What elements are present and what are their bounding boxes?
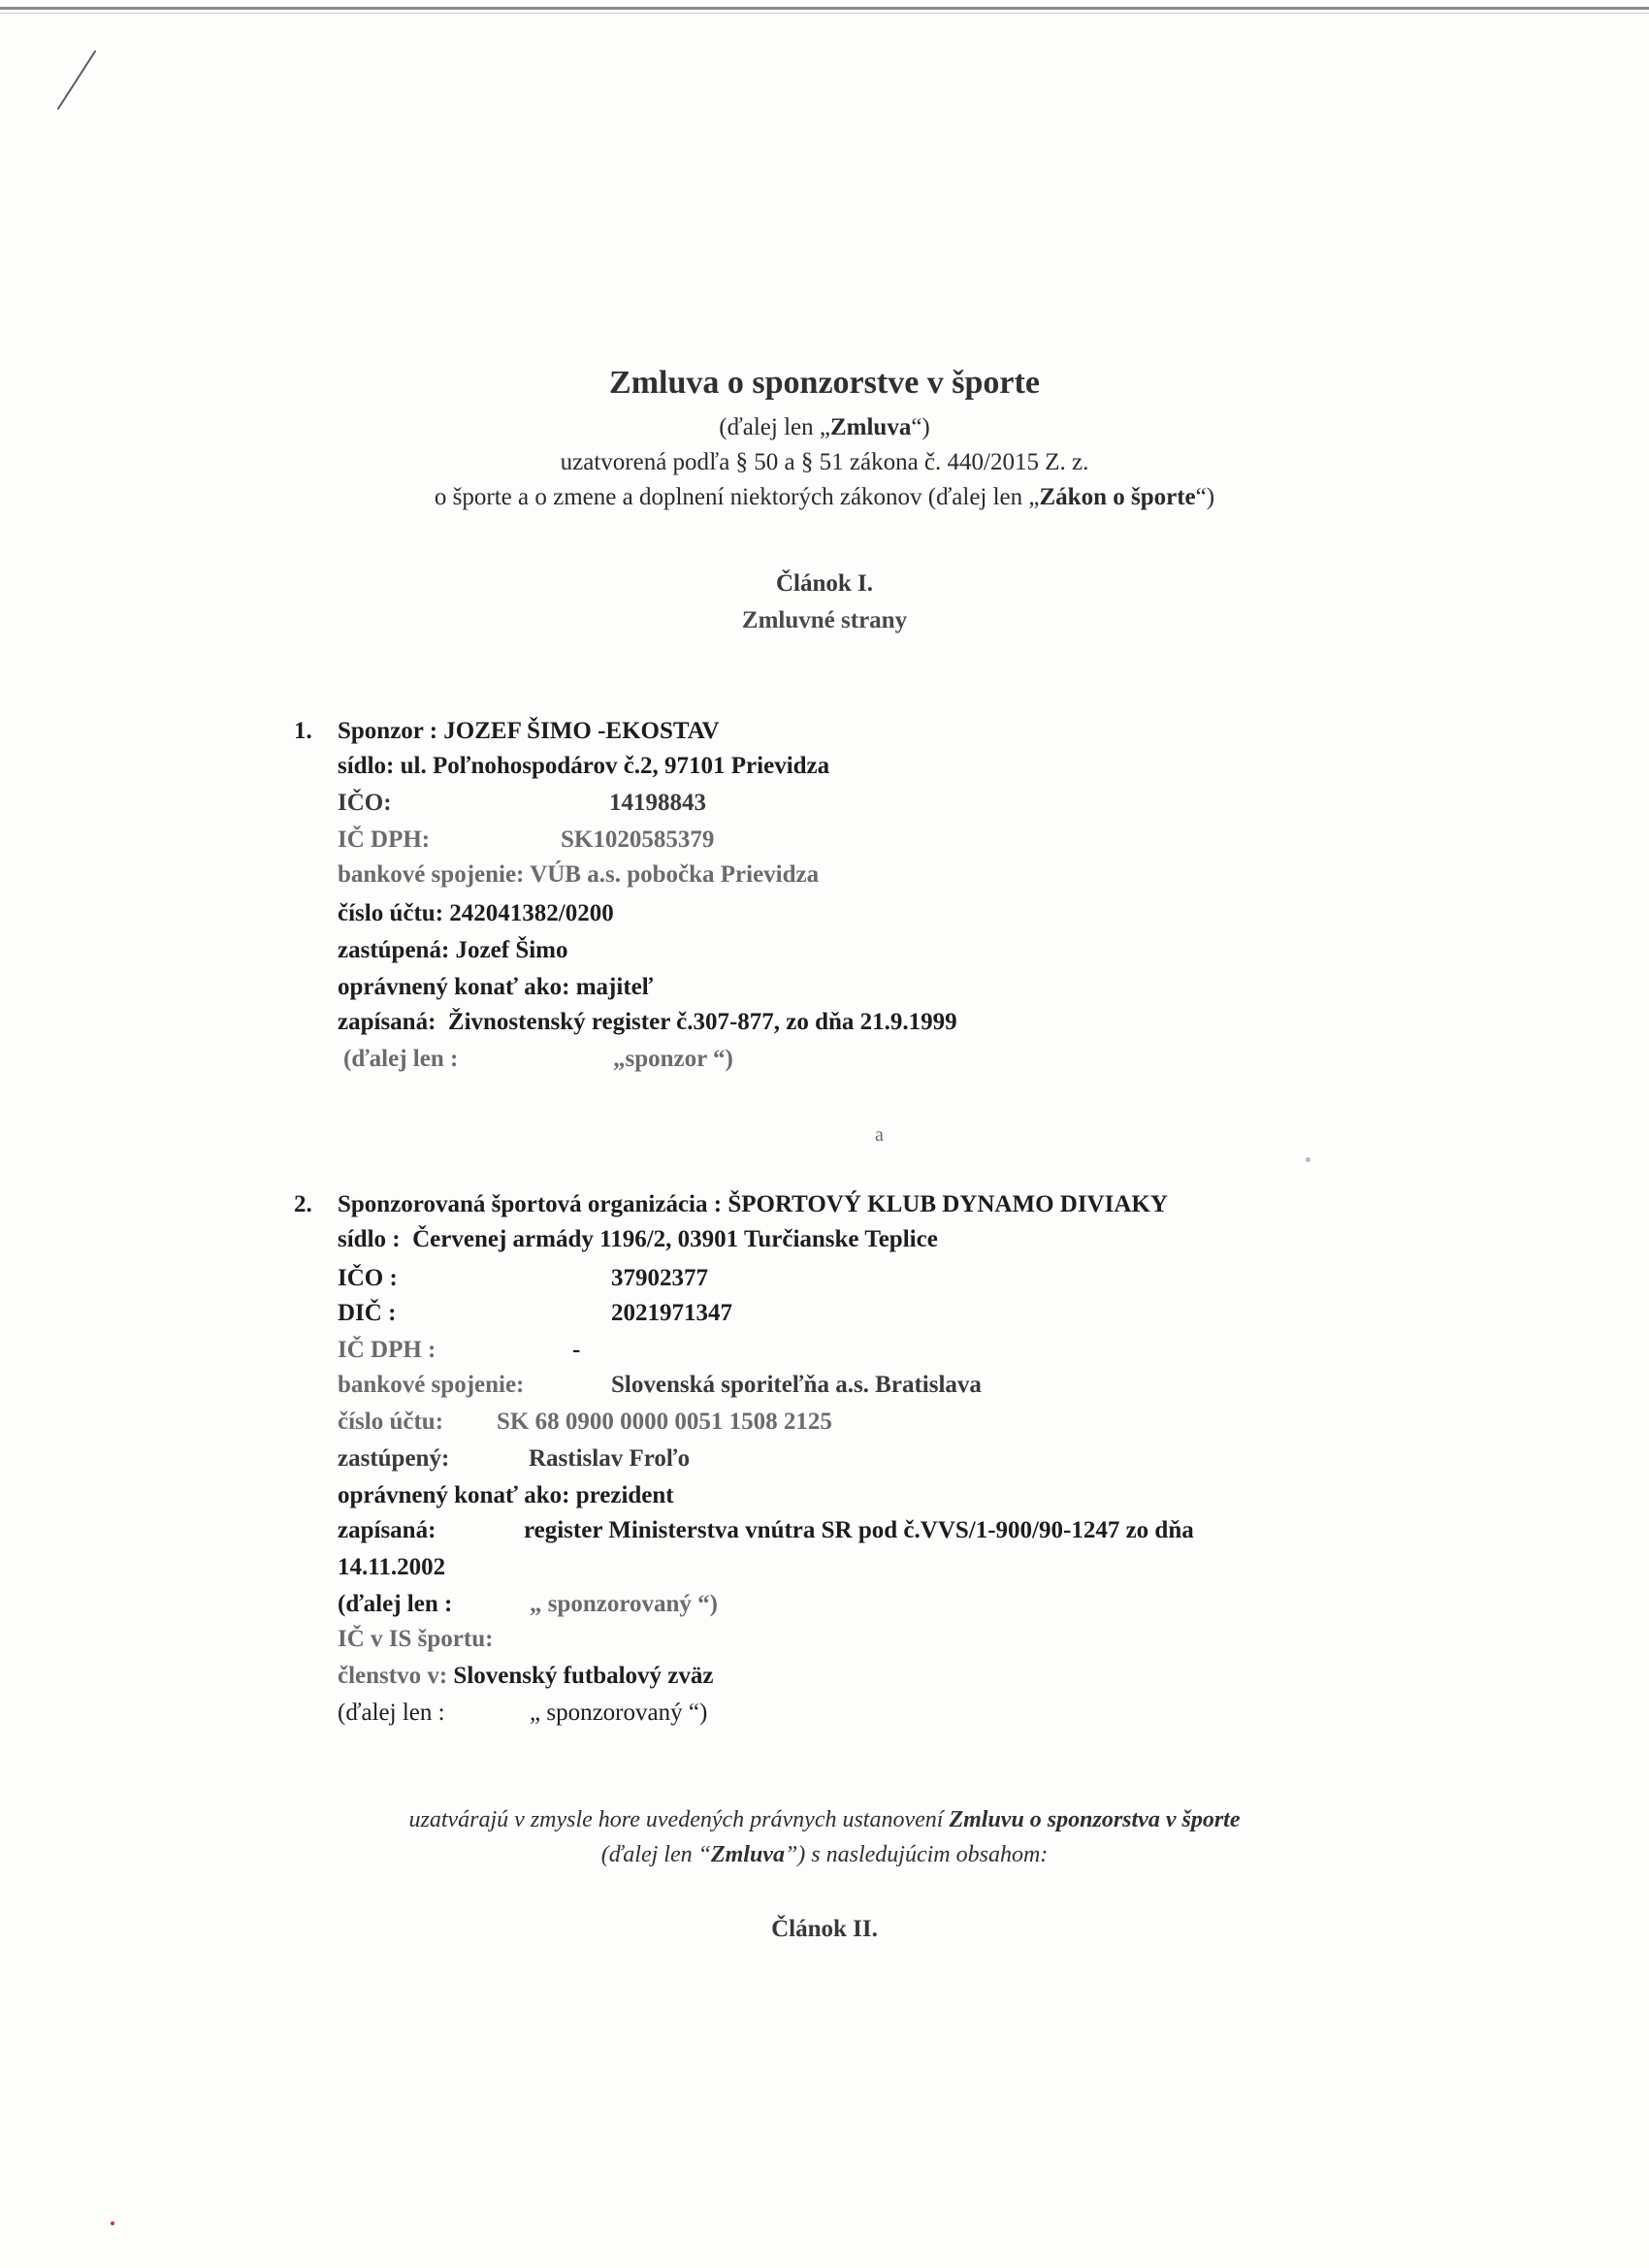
sponsor-ico-value: 14198843 [609, 790, 706, 816]
sponsor-authorized-line: oprávnený konať ako: majiteľ [338, 974, 654, 1000]
sponsored-account-label: číslo účtu: [338, 1409, 444, 1435]
sponsored-bank-label: bankové spojenie: [338, 1372, 525, 1398]
sponsored-ico-label: IČO : [338, 1265, 398, 1291]
sponsored-dic-value: 2021971347 [611, 1300, 732, 1326]
sponsored-account-value: SK 68 0900 0000 0051 1508 2125 [497, 1409, 832, 1435]
pen-stroke-mark [50, 49, 109, 116]
subtitle-line-3: o športe a o zmene a doplnení niektorých zákonov (ďalej len „Zákon o športe“) [434, 484, 1215, 510]
sponsor-registered-line: zapísaná: Živnostenský register č.307-877, zo dňa 21.9.1999 [338, 1009, 957, 1035]
scan-top-border-shadow [0, 13, 1649, 14]
document-title: Zmluva o sponzorstve v športe [609, 365, 1040, 401]
sponsored-icdph-value: - [572, 1337, 581, 1363]
sponsor-icdph-value: SK1020585379 [561, 826, 715, 853]
sponsored-alias-value-1: „ sponzorovaný “) [530, 1591, 719, 1617]
sponsored-bank-value: Slovenská sporiteľňa a.s. Bratislava [611, 1372, 982, 1398]
sponsor-icdph-label: IČ DPH: [338, 826, 431, 853]
sponsored-icdph-label: IČ DPH : [338, 1337, 436, 1363]
sponsor-seat-line: sídlo: ul. Poľnohospodárov č.2, 97101 Prievidza [338, 753, 830, 779]
party-1-number: 1. [294, 718, 312, 744]
sponsored-represented-label: zastúpený: [338, 1445, 450, 1472]
sponsored-dic-label: DIČ : [338, 1300, 397, 1326]
scan-speck [1306, 1157, 1310, 1162]
sponsored-registered-date: 14.11.2002 [338, 1554, 446, 1580]
intro-line-2: (ďalej len “Zmluva”) s nasledujúcim obsahom: [600, 1842, 1049, 1867]
sponsor-represented-line: zastúpená: Jozef Šimo [338, 937, 568, 963]
scan-top-border [0, 7, 1649, 10]
scan-speck-red [111, 2221, 114, 2225]
parties-separator: a [875, 1124, 884, 1146]
sponsor-account-line: číslo účtu: 242041382/0200 [338, 900, 614, 926]
sponsored-is-sport-label: IČ v IS športu: [338, 1626, 494, 1652]
sponsored-represented-value: Rastislav Froľo [529, 1445, 691, 1472]
article-1-title: Zmluvné strany [741, 607, 908, 633]
sponsored-authorized-line: oprávnený konať ako: prezident [338, 1482, 674, 1508]
sponsored-seat-line: sídlo : Červenej armády 1196/2, 03901 Turčianske Teplice [338, 1226, 938, 1252]
sponsored-alias-label-2: (ďalej len : [338, 1700, 445, 1726]
sponsored-alias-value-2: „ sponzorovaný “) [530, 1700, 708, 1726]
sponsor-alias-value: „sponzor “) [613, 1046, 733, 1072]
sponsored-membership-line: členstvo v: Slovenský futbalový zväz [338, 1663, 714, 1689]
sponsor-ico-label: IČO: [338, 790, 392, 816]
sponsored-ico-value: 37902377 [611, 1265, 708, 1291]
subtitle-line-1: (ďalej len „Zmluva“) [719, 414, 930, 440]
sponsored-alias-label-1: (ďalej len : [338, 1591, 453, 1617]
article-1-heading: Článok I. [775, 570, 874, 597]
sponsored-org-line: Sponzorovaná športová organizácia : ŠPORTOVÝ KLUB DYNAMO DIVIAKY [338, 1191, 1168, 1217]
sponsored-registered-value: register Ministerstva vnútra SR pod č.VVS/1-900/90-1247 zo dňa [524, 1517, 1194, 1543]
sponsored-registered-label: zapísaná: [338, 1517, 436, 1543]
sponsor-alias-label: (ďalej len : [343, 1046, 459, 1072]
party-2-number: 2. [294, 1191, 312, 1217]
intro-line-1: uzatvárajú v zmysle hore uvedených právnych ustanovení Zmluvu o sponzorstva v športe [408, 1807, 1241, 1832]
sponsor-line: Sponzor : JOZEF ŠIMO -EKOSTAV [338, 718, 720, 744]
article-2-heading: Článok II. [771, 1916, 878, 1942]
subtitle-line-2: uzatvorená podľa § 50 a § 51 zákona č. 440/2015 Z. z. [560, 449, 1089, 475]
sponsor-bank-line: bankové spojenie: VÚB a.s. pobočka Prievidza [338, 861, 820, 888]
